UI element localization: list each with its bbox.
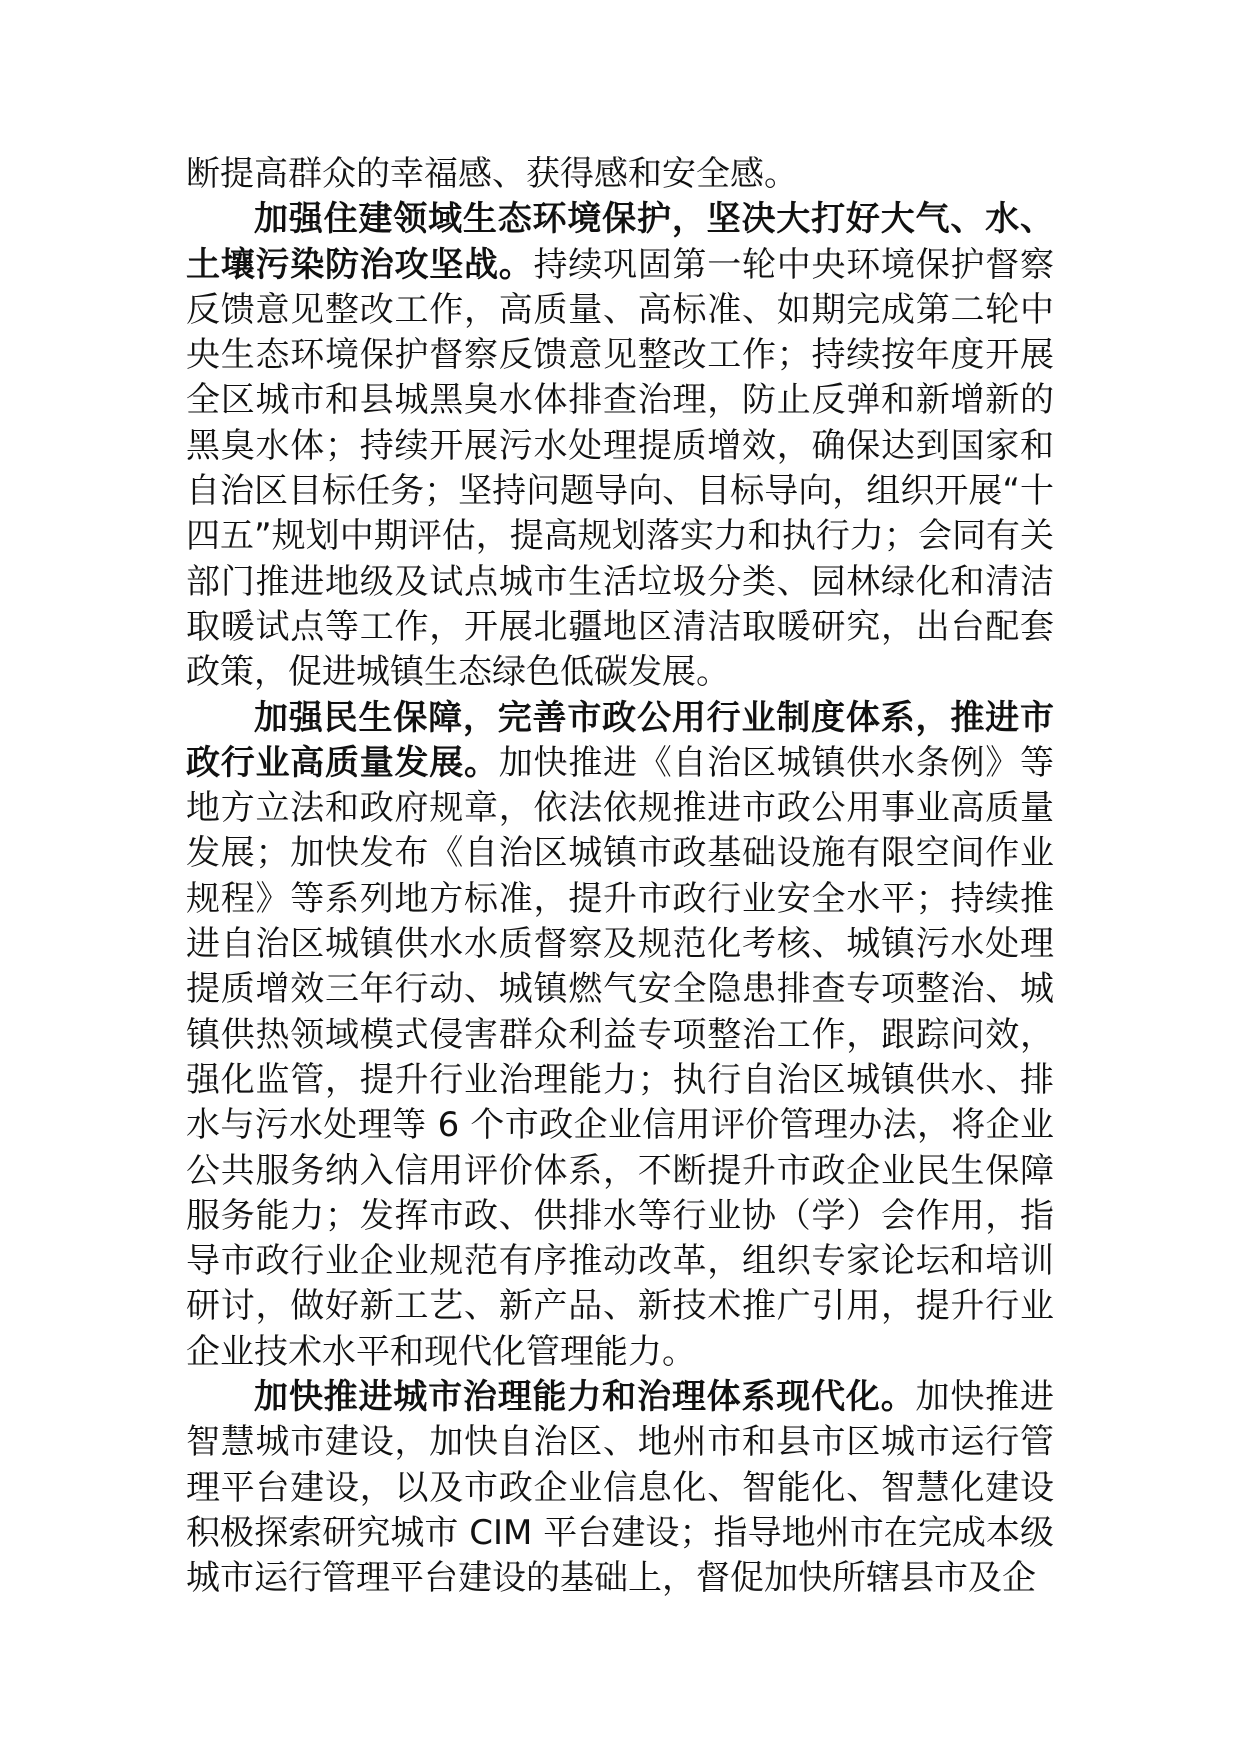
paragraph-lead-heading: 加快推进城市治理能力和治理体系现代化。: [254, 1377, 916, 1418]
paragraph-body: 加快推进智慧城市建设，加快自治区、地州市和县市区城市运行管理平台建设，以及市政企业信息化、智能化、智慧化建设积极探索研究城市 CIM 平台建设；指导地州市在完成本级城市运行管理平台建设的基础上，督促加快所辖县市及企: [186, 1377, 1055, 1599]
paragraph-body: 持续巩固第一轮中央环境保护督察反馈意见整改工作，高质量、高标准、如期完成第二轮中央生态环境保护督察反馈意见整改工作；持续按年度开展全区城市和县城黑臭水体排查治理，防止反弹和新增新的黑臭水体；持续开展污水处理提质增效，确保达到国家和自治区目标任务；坚持问题导向、目标导向，组织开展“十四五”规划中期评估，提高规划落实力和执行力；会同有关部门推进地级及试点城市生活垃圾分类、园林绿化和清洁取暖试点等工作，开展北疆地区清洁取暖研究，出台配套政策，促进城镇生态绿色低碳发展。: [186, 244, 1054, 693]
paragraph-livelihood: [186, 696, 1054, 1375]
document-page: [186, 152, 1054, 1602]
paragraph-governance: [186, 1375, 1054, 1601]
paragraph-body: 断提高群众的幸福感、获得感和安全感。: [186, 154, 798, 194]
paragraph-continuation: [186, 152, 1054, 197]
paragraph-lead-heading: 加强住建领域生态环境保护，坚决大打好大气、水、土壤污染防治攻坚战。: [186, 199, 1054, 285]
paragraph-lead-heading: 加强民生保障，完善市政公用行业制度体系，推进市政行业高质量发展。: [186, 697, 1054, 783]
paragraph-ecology: [186, 197, 1054, 695]
paragraph-body: 加快推进《自治区城镇供水条例》等地方立法和政府规章，依法依规推进市政公用事业高质量发展；加快发布《自治区城镇市政基础设施有限空间作业规程》等系列地方标准，提升市政行业安全水平；持续推进自治区城镇供水水质督察及规范化考核、城镇污水处理提质增效三年行动、城镇燃气安全隐患排查专项整治、城镇供热领域模式侵害群众利益专项整治工作，跟踪问效，强化监管，提升行业治理能力；执行自治区城镇供水、排水与污水处理等 6 个市政企业信用评价管理办法，将企业公共服务纳入信用评价体系，不断提升市政企业民生保障服务能力；发挥市政、供排水等行业协（学）会作用，指导市政行业企业规范有序推动改革，组织专家论坛和培训研讨，做好新工艺、新产品、新技术推广引用，提升行业企业技术水平和现代化管理能力。: [186, 742, 1054, 1372]
